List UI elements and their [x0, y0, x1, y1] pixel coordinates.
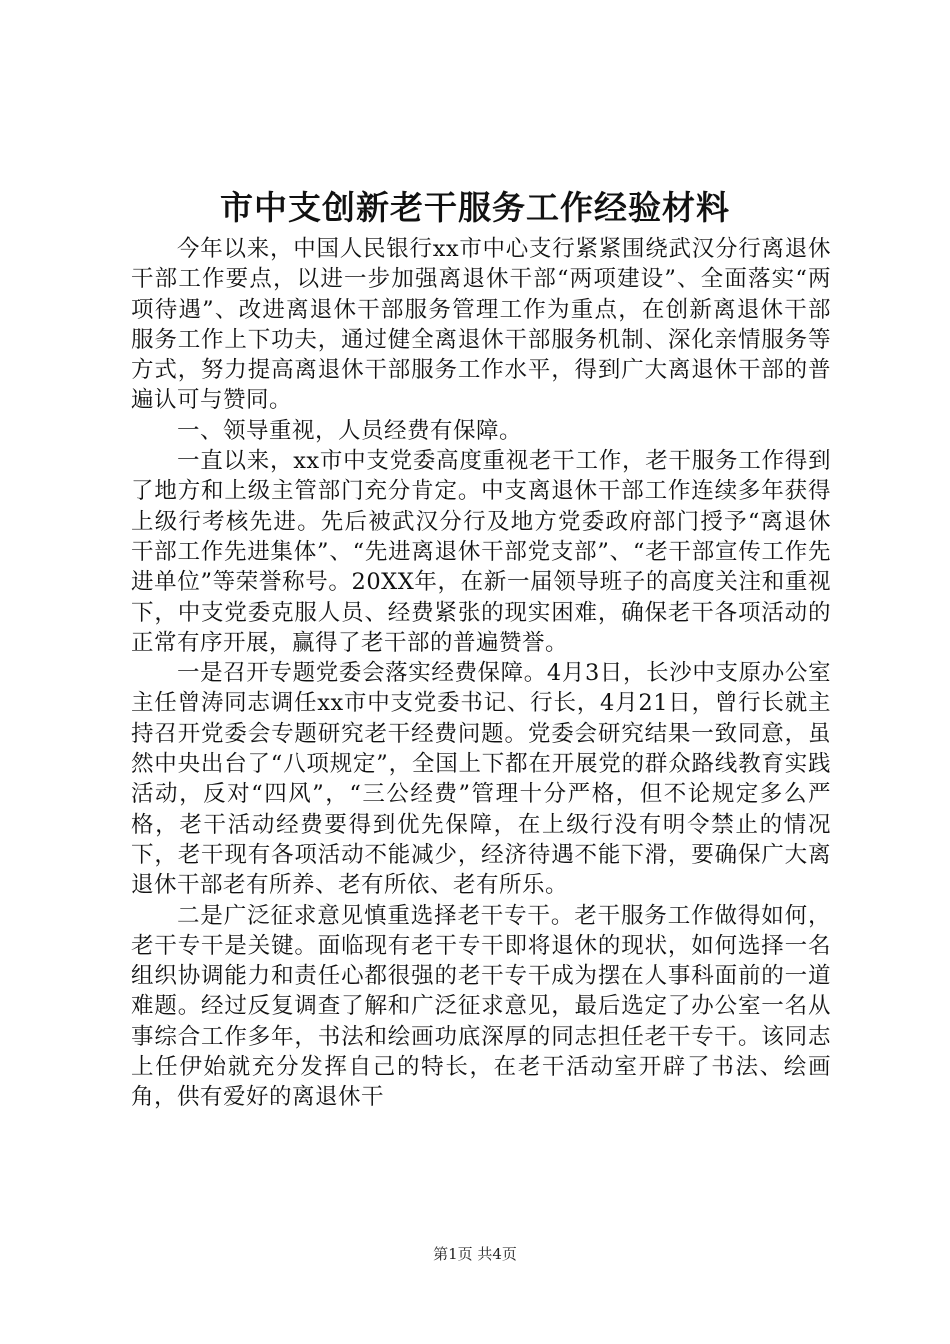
document-body [131, 234, 831, 1113]
body-paragraph: 一直以来，xx市中支党委高度重视老干工作，老干服务工作得到了地方和上级主管部门充分肯定。中支离退休干部工作连续多年获得上级行考核先进。先后被武汉分行及地方党委政府部门授予“离退休干部工作先进集体”、“先进离退休干部党支部”、“老干部宣传工作先进单位”等荣誉称号。20XX年，在新一届领导班子的高度关注和重视下，中支党委克服人员、经费紧张的现实困难，确保老干各项活动的正常有序开展，赢得了老干部的普遍赞誉。 [131, 448, 831, 656]
intro-paragraph: 今年以来，中国人民银行xx市中心支行紧紧围绕武汉分行离退休干部工作要点，以进一步加强离退休干部“两项建设”、全面落实“两项待遇”、改进离退休干部服务管理工作为重点，在创新离退休干部服务工作上下功夫，通过健全离退休干部服务机制、深化亲情服务等方式，努力提高离退休干部服务工作水平，得到广大离退休干部的普遍认可与赞同。 [131, 236, 831, 414]
document-title: 市中支创新老干服务工作经验材料 [220, 188, 730, 227]
section-heading-1: 一、领导重视，人员经费有保障。 [177, 417, 523, 444]
body-paragraph: 一是召开专题党委会落实经费保障。4月3日，长沙中支原办公室主任曾涛同志调任xx市中支党委书记、行长，4月21日，曾行长就主持召开党委会专题研究老干经费问题。党委会研究结果一致同意，虽然中央出台了“八项规定”，全国上下都在开展党的群众路线教育实践活动，反对“四风”，“三公经费”管理十分严格，但不论规定多么严格，老干活动经费要得到优先保障，在上级行没有明令禁止的情况下，老干现有各项活动不能减少，经济待遇不能下滑，要确保广大离退休干部老有所养、老有所依、老有所乐。 [131, 660, 831, 899]
page-number-footer: 第1页 共4页 [433, 1245, 517, 1263]
body-paragraph: 二是广泛征求意见慎重选择老干专干。老干服务工作做得如何，老干专干是关键。面临现有老干专干即将退休的现状，如何选择一名组织协调能力和责任心都很强的老干专干成为摆在人事科面前的一道难题。经过反复调查了解和广泛征求意见，最后选定了办公室一名从事综合工作多年，书法和绘画功底深厚的同志担任老干专干。该同志上任伊始就充分发挥自己的特长，在老干活动室开辟了书法、绘画角，供有爱好的离退休干 [131, 902, 831, 1111]
